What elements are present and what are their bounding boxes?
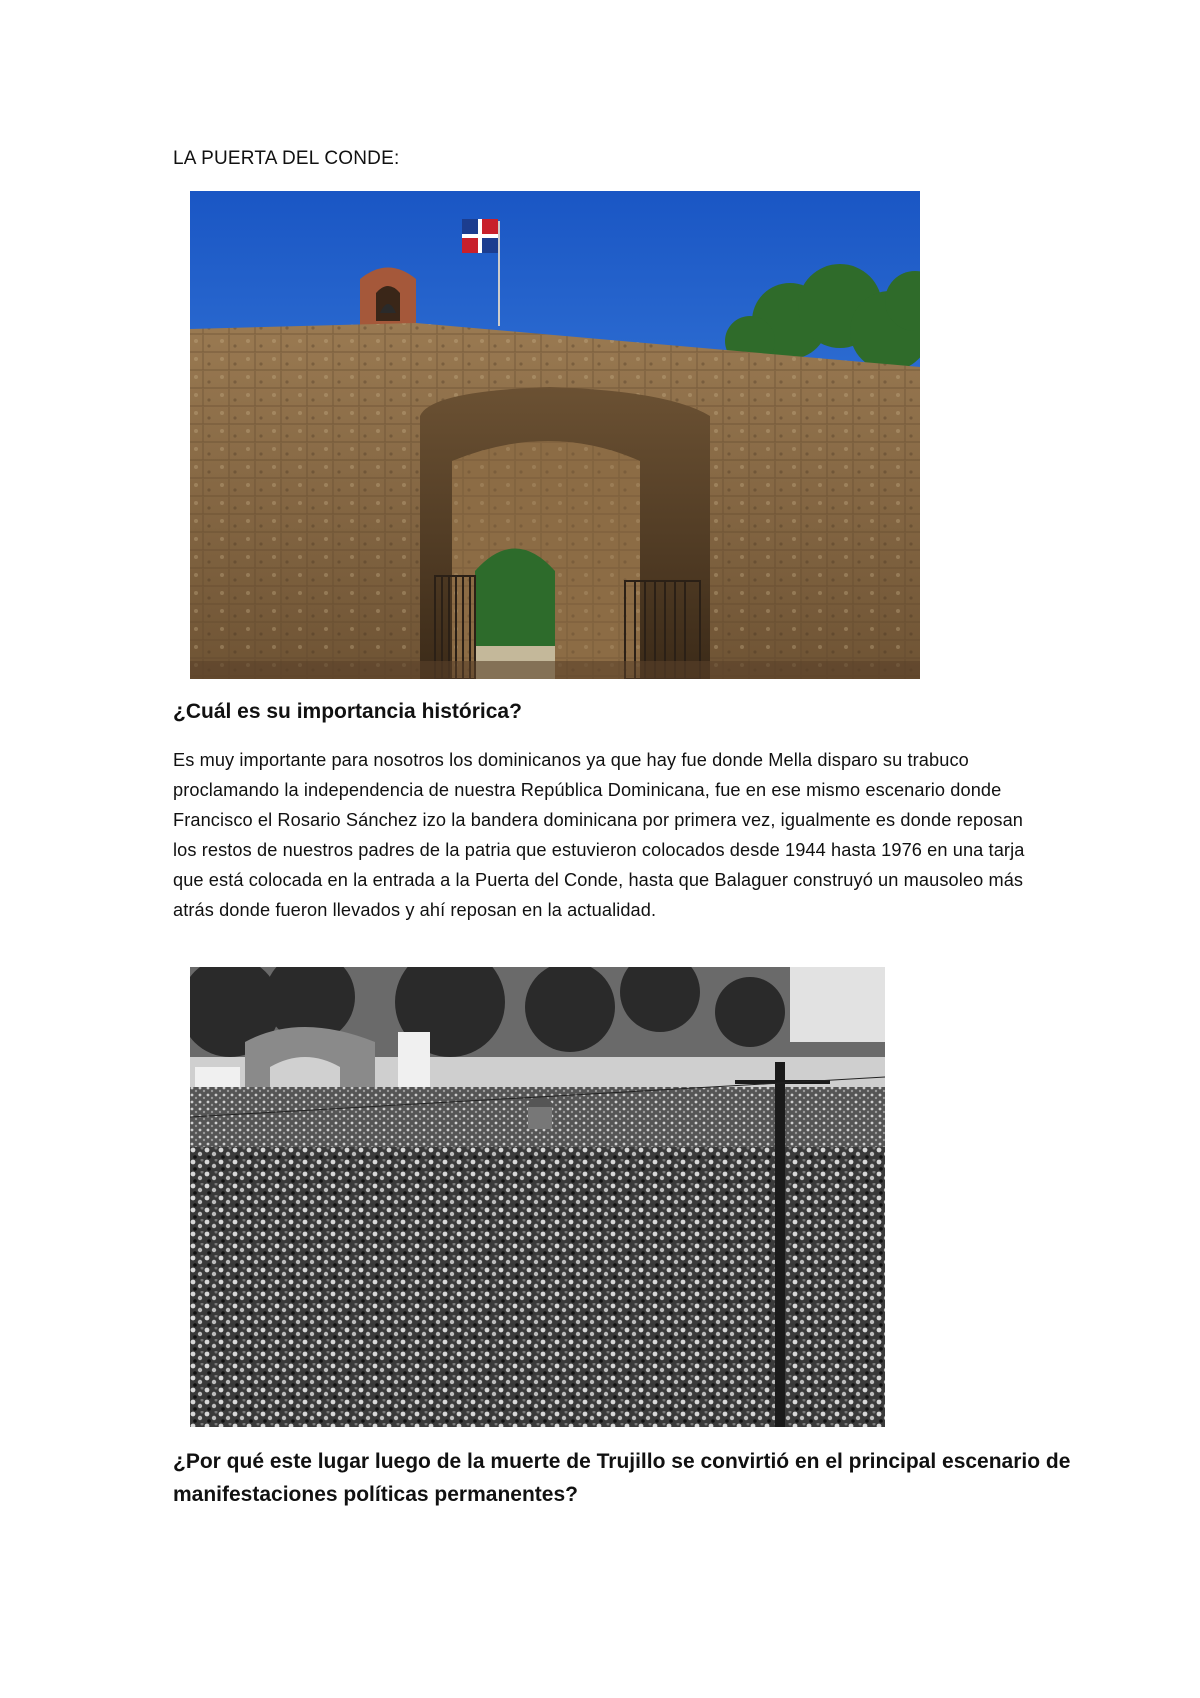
crowd-protest-photo (190, 967, 885, 1427)
page-title: LA PUERTA DEL CONDE: (173, 148, 400, 169)
section-heading-protests: ¿Por qué este lugar luego de la muerte de Trujillo se convirtió en el principal escenario de manifestaciones políticas permanentes? (173, 1450, 1071, 1506)
section-heading-importance: ¿Cuál es su importancia histórica? (173, 700, 522, 723)
puerta-del-conde-photo (190, 191, 920, 679)
importance-paragraph: Es muy importante para nosotros los dominicanos ya que hay fue donde Mella disparo su trabuco proclamando la independencia de nuestra República Dominicana, fue en ese mismo escenario donde Francisco el Rosario Sánchez izo la bandera dominicana por primera vez, igualmente es donde reposan los restos de nuestros padres de la patria que estuvieron colocados desde 1944 hasta 1976 en una tarja que está colocada en la entrada a la Puerta del Conde, hasta que Balaguer construyó un mausoleo más atrás donde fueron llevados y ahí reposan en la actualidad. (173, 750, 1025, 920)
